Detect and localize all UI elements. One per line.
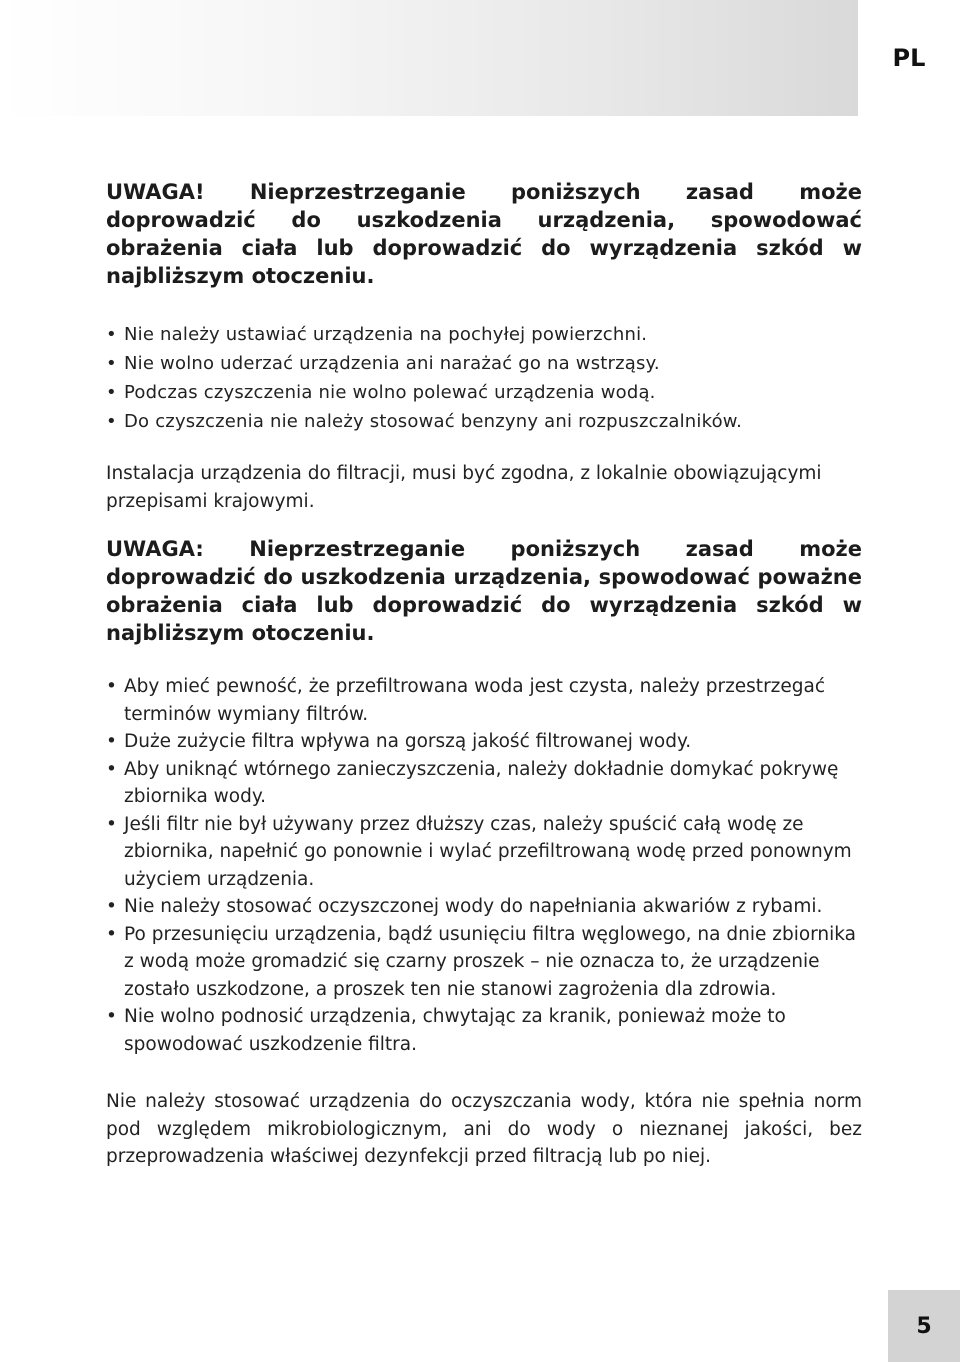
header-band bbox=[0, 0, 858, 116]
final-note: Nie należy stosować urządzenia do oczyszczania wody, która nie spełnia norm pod względem mikrobiologicznym, ani do wody o nieznanej jakości, bez przeprowadzenia właściwej dezynfekcji przed filtracją lub po niej. bbox=[106, 1091, 862, 1167]
installation-note: Instalacja urządzenia do filtracji, musi być zgodna, z lokalnie obowiązującymi przepisami krajowymi. bbox=[106, 463, 822, 512]
list-item: • Nie wolno podnosić urządzenia, chwytając za kranik, ponieważ może to spowodować uszkodzenie filtra. bbox=[106, 1003, 862, 1058]
list-item: • Nie wolno uderzać urządzenia ani narażać go na wstrząsy. bbox=[106, 349, 862, 378]
page-content bbox=[106, 178, 862, 1171]
safety-list-1 bbox=[106, 320, 862, 436]
warning-paragraph-1: UWAGA! Nieprzestrzeganie poniższych zasad może doprowadzić do uszkodzenia urządzenia, spowodować obrażenia ciała lub doprowadzić do wyrządzenia szkód w najbliższym otoczeniu. bbox=[106, 180, 862, 288]
list-item: • Duże zużycie filtra wpływa na gorszą jakość filtrowanej wody. bbox=[106, 728, 862, 756]
warning-paragraph-2: UWAGA: Nieprzestrzeganie poniższych zasad może doprowadzić do uszkodzenia urządzenia, spowodować poważne obrażenia ciała lub doprowadzić do wyrządzenia szkód w najbliższym otoczeniu. bbox=[106, 537, 862, 645]
list-item: • Podczas czyszczenia nie wolno polewać urządzenia wodą. bbox=[106, 378, 862, 407]
list-item: • Nie należy ustawiać urządzenia na pochyłej powierzchni. bbox=[106, 320, 862, 349]
safety-list-2 bbox=[106, 673, 862, 1058]
list-item: • Jeśli filtr nie był używany przez dłuższy czas, należy spuścić całą wodę ze zbiornika, napełnić go ponownie i wylać przefiltrowaną wodę przed ponownym użyciem urządzenia. bbox=[106, 811, 862, 894]
language-label: PL bbox=[858, 0, 960, 116]
list-item: • Aby mieć pewność, że przefiltrowana woda jest czysta, należy przestrzegać terminów wymiany filtrów. bbox=[106, 673, 862, 728]
page-number: 5 bbox=[888, 1290, 960, 1362]
list-item: • Po przesunięciu urządzenia, bądź usunięciu filtra węglowego, na dnie zbiornika z wodą może gromadzić się czarny proszek – nie oznacza to, że urządzenie zostało uszkodzone, a proszek ten nie stanowi zagrożenia dla zdrowia. bbox=[106, 921, 862, 1004]
list-item: • Nie należy stosować oczyszczonej wody do napełniania akwariów z rybami. bbox=[106, 893, 862, 921]
list-item: • Aby uniknąć wtórnego zanieczyszczenia, należy dokładnie domykać pokrywę zbiornika wody. bbox=[106, 756, 862, 811]
list-item: • Do czyszczenia nie należy stosować benzyny ani rozpuszczalników. bbox=[106, 407, 862, 436]
